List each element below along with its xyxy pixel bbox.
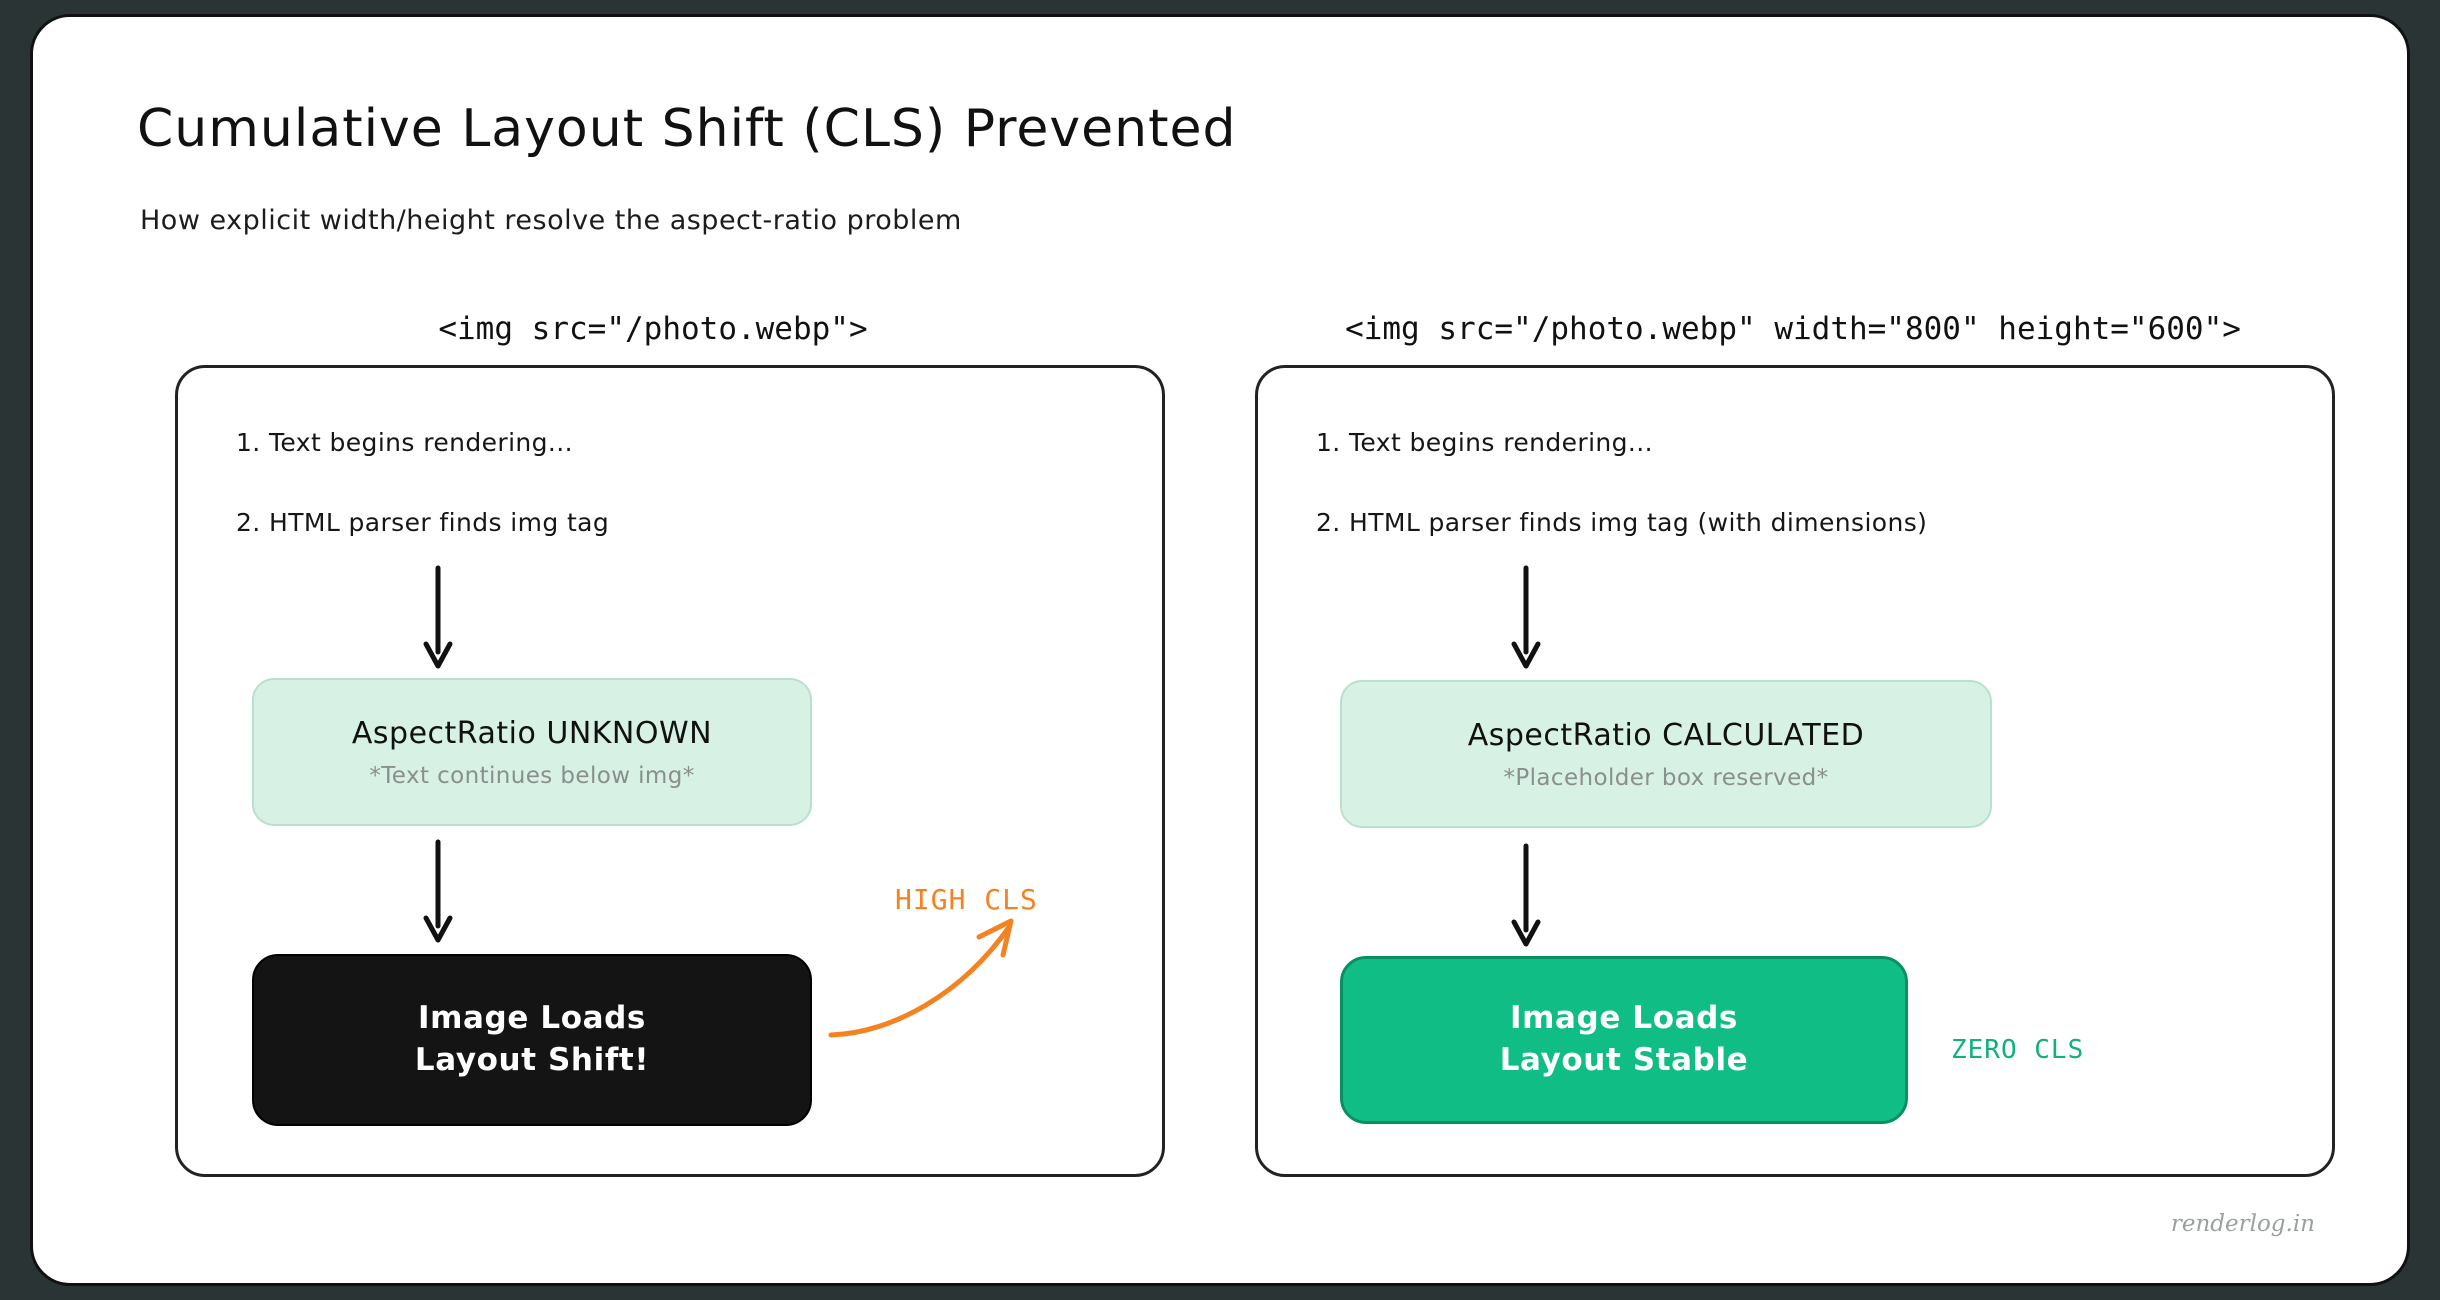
result-block-layout-shift — [252, 954, 812, 1126]
step-text: 1. Text begins rendering... — [236, 428, 573, 457]
column-heading-no-dimensions: <img src="/photo.webp"> — [438, 311, 868, 347]
diagram-frame — [30, 14, 2410, 1286]
watermark: renderlog.in — [2170, 1211, 2315, 1237]
badge-high-cls: HIGH CLS — [895, 883, 1038, 916]
result-line-1: Image Loads — [1510, 1000, 1738, 1037]
page-subtitle: How explicit width/height resolve the aspect-ratio problem — [140, 205, 962, 236]
flow-panel-no-dimensions — [175, 365, 1165, 1177]
flow-panel-with-dimensions — [1255, 365, 2335, 1177]
arrow-down-icon — [418, 564, 458, 672]
pill-subtitle: *Placeholder box reserved* — [1503, 764, 1829, 791]
arrow-down-icon — [1506, 842, 1546, 950]
pill-title: AspectRatio CALCULATED — [1467, 717, 1865, 753]
step-text: 1. Text begins rendering... — [1316, 428, 1653, 457]
curved-arrow-icon — [813, 907, 1033, 1047]
badge-zero-cls: ZERO CLS — [1951, 1035, 2085, 1065]
arrow-down-icon — [1506, 564, 1546, 672]
column-heading-with-dimensions: <img src="/photo.webp" width="800" height="600"> — [1345, 311, 2241, 347]
aspect-ratio-status-pill — [1340, 680, 1992, 828]
result-line-1: Image Loads — [418, 1000, 646, 1037]
result-line-2: Layout Stable — [1499, 1042, 1749, 1078]
page-title: Cumulative Layout Shift (CLS) Prevented — [137, 99, 1237, 159]
step-text: 2. HTML parser finds img tag (with dimensions) — [1316, 508, 1928, 537]
pill-subtitle: *Text continues below img* — [369, 762, 695, 789]
aspect-ratio-status-pill — [252, 678, 812, 826]
step-text: 2. HTML parser finds img tag — [236, 508, 610, 537]
result-block-layout-stable — [1340, 956, 1908, 1124]
result-line-2: Layout Shift! — [414, 1042, 650, 1078]
arrow-down-icon — [418, 838, 458, 946]
pill-title: AspectRatio UNKNOWN — [351, 715, 713, 751]
